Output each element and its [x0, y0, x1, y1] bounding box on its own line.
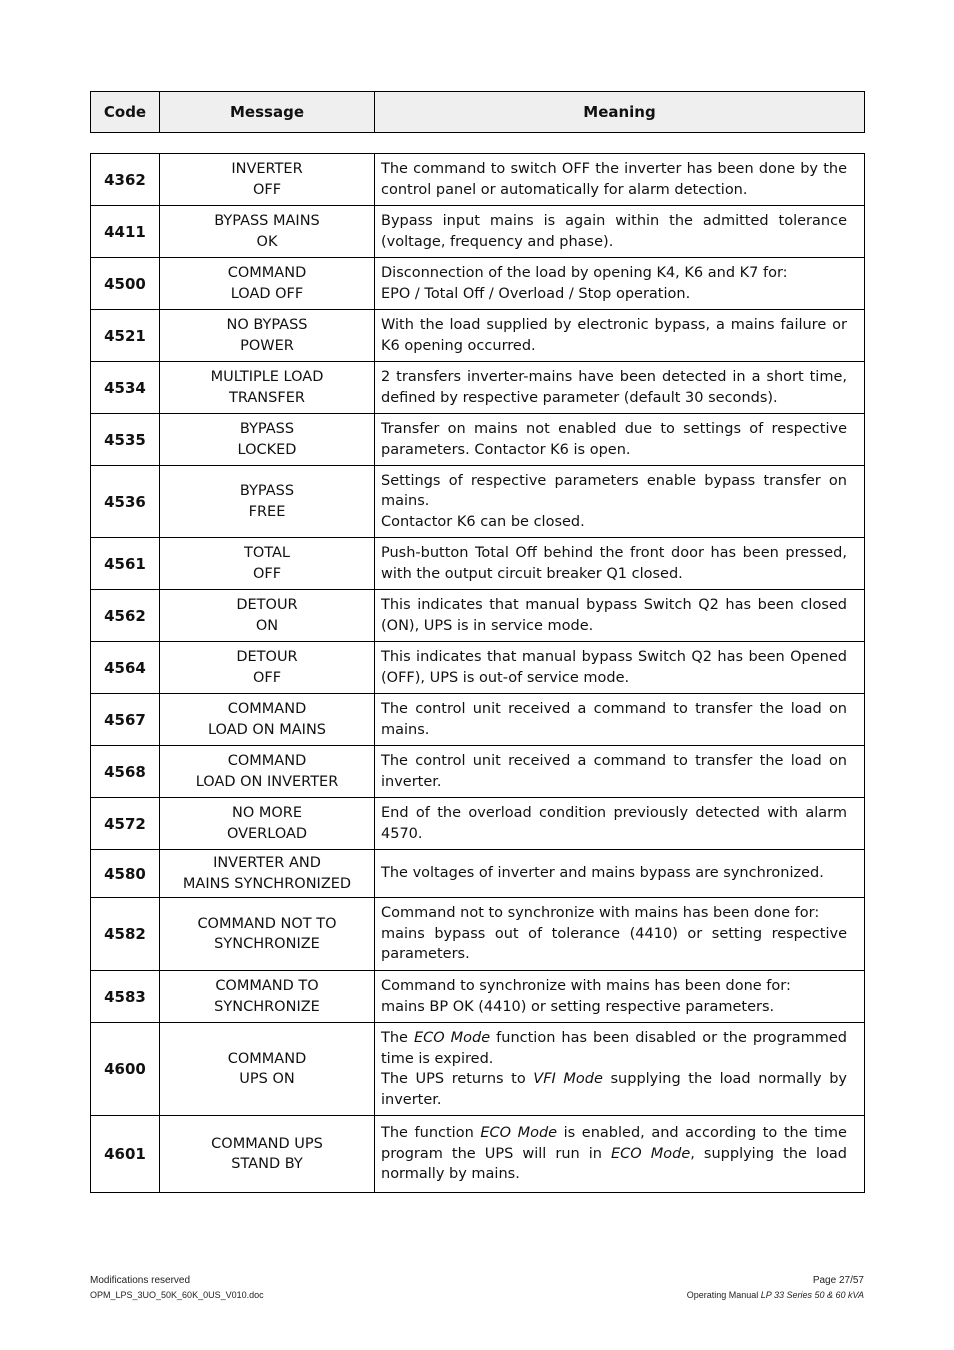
row-code: 4411 — [91, 206, 160, 258]
table-row — [91, 898, 865, 971]
messages-table — [90, 153, 865, 1193]
row-message: COMMAND LOAD ON MAINS — [160, 694, 375, 746]
row-message: COMMAND LOAD OFF — [160, 258, 375, 310]
row-code: 4535 — [91, 414, 160, 466]
row-meaning: This indicates that manual bypass Switch Q2 has been Opened (OFF), UPS is out-of service mode. — [375, 642, 865, 694]
table-row — [91, 1116, 865, 1193]
row-meaning: The command to switch OFF the inverter has been done by the control panel or automatically for alarm detection. — [375, 154, 865, 206]
row-code: 4536 — [91, 466, 160, 538]
row-code: 4564 — [91, 642, 160, 694]
row-message: BYPASS LOCKED — [160, 414, 375, 466]
header-meaning: Meaning — [375, 92, 865, 133]
row-message: NO BYPASS POWER — [160, 310, 375, 362]
table-row — [91, 310, 865, 362]
table-row — [91, 414, 865, 466]
row-code: 4534 — [91, 362, 160, 414]
row-message: DETOUR ON — [160, 590, 375, 642]
row-meaning: The control unit received a command to transfer the load on inverter. — [375, 746, 865, 798]
row-meaning: 2 transfers inverter-mains have been detected in a short time, defined by respective parameter (default 30 seconds). — [375, 362, 865, 414]
footer-filename: OPM_LPS_3UO_50K_60K_0US_V010.doc — [90, 1290, 264, 1300]
row-code: 4582 — [91, 898, 160, 971]
table-row — [91, 798, 865, 850]
row-code: 4600 — [91, 1023, 160, 1116]
table-row — [91, 206, 865, 258]
row-code: 4601 — [91, 1116, 160, 1193]
row-message: BYPASS MAINS OK — [160, 206, 375, 258]
row-code: 4561 — [91, 538, 160, 590]
footer-modifications: Modifications reserved — [90, 1275, 191, 1286]
row-meaning: Disconnection of the load by opening K4, K6 and K7 for: EPO / Total Off / Overload / Stop operation. — [375, 258, 865, 310]
row-message: TOTAL OFF — [160, 538, 375, 590]
table-row — [91, 466, 865, 538]
row-meaning: End of the overload condition previously detected with alarm 4570. — [375, 798, 865, 850]
row-message: COMMAND NOT TO SYNCHRONIZE — [160, 898, 375, 971]
row-message: INVERTER AND MAINS SYNCHRONIZED — [160, 850, 375, 898]
table-row — [91, 850, 865, 898]
row-message: COMMAND UPS ON — [160, 1023, 375, 1116]
table-row — [91, 258, 865, 310]
row-message: BYPASS FREE — [160, 466, 375, 538]
row-code: 4500 — [91, 258, 160, 310]
row-meaning: The ECO Mode function has been disabled or the programmed time is expired. The UPS returns to VFI Mode supplying the load normally by inverter. — [375, 1023, 865, 1116]
row-meaning: Bypass input mains is again within the admitted tolerance (voltage, frequency and phase). — [375, 206, 865, 258]
row-code: 4521 — [91, 310, 160, 362]
row-meaning: The control unit received a command to transfer the load on mains. — [375, 694, 865, 746]
row-code: 4583 — [91, 971, 160, 1023]
row-meaning: Command not to synchronize with mains has been done for: mains bypass out of tolerance (4410) or setting respective parameters. — [375, 898, 865, 971]
row-meaning: This indicates that manual bypass Switch Q2 has been closed (ON), UPS is in service mode. — [375, 590, 865, 642]
row-message: INVERTER OFF — [160, 154, 375, 206]
table-row — [91, 538, 865, 590]
table-row — [91, 1023, 865, 1116]
row-code: 4572 — [91, 798, 160, 850]
table-row — [91, 746, 865, 798]
table-row — [91, 642, 865, 694]
row-meaning: The function ECO Mode is enabled, and according to the time program the UPS will run in ECO Mode, supplying the load normally by mains. — [375, 1116, 865, 1193]
row-message: DETOUR OFF — [160, 642, 375, 694]
row-message: COMMAND UPS STAND BY — [160, 1116, 375, 1193]
row-message: MULTIPLE LOAD TRANSFER — [160, 362, 375, 414]
footer-left — [90, 1275, 264, 1300]
row-meaning: Transfer on mains not enabled due to settings of respective parameters. Contactor K6 is open. — [375, 414, 865, 466]
messages-table-body — [91, 154, 865, 1193]
row-meaning: Settings of respective parameters enable bypass transfer on mains. Contactor K6 can be closed. — [375, 466, 865, 538]
row-message: NO MORE OVERLOAD — [160, 798, 375, 850]
table-row — [91, 694, 865, 746]
header-code: Code — [91, 92, 160, 133]
row-code: 4567 — [91, 694, 160, 746]
row-meaning: With the load supplied by electronic bypass, a mains failure or K6 opening occurred. — [375, 310, 865, 362]
row-code: 4362 — [91, 154, 160, 206]
header-message: Message — [160, 92, 375, 133]
row-meaning: Command to synchronize with mains has been done for: mains BP OK (4410) or setting respective parameters. — [375, 971, 865, 1023]
row-message: COMMAND TO SYNCHRONIZE — [160, 971, 375, 1023]
row-code: 4580 — [91, 850, 160, 898]
table-row — [91, 154, 865, 206]
table-row — [91, 590, 865, 642]
row-code: 4562 — [91, 590, 160, 642]
row-message: COMMAND LOAD ON INVERTER — [160, 746, 375, 798]
table-header — [90, 91, 865, 133]
row-code: 4568 — [91, 746, 160, 798]
footer-manual-title: Operating Manual LP 33 Series 50 & 60 kVA — [686, 1290, 864, 1300]
row-meaning: Push-button Total Off behind the front door has been pressed, with the output circuit breaker Q1 closed. — [375, 538, 865, 590]
footer-page-number: Page 27/57 — [812, 1275, 864, 1286]
footer-right — [687, 1275, 864, 1300]
table-row — [91, 971, 865, 1023]
table-row — [91, 362, 865, 414]
row-meaning: The voltages of inverter and mains bypass are synchronized. — [375, 850, 865, 898]
